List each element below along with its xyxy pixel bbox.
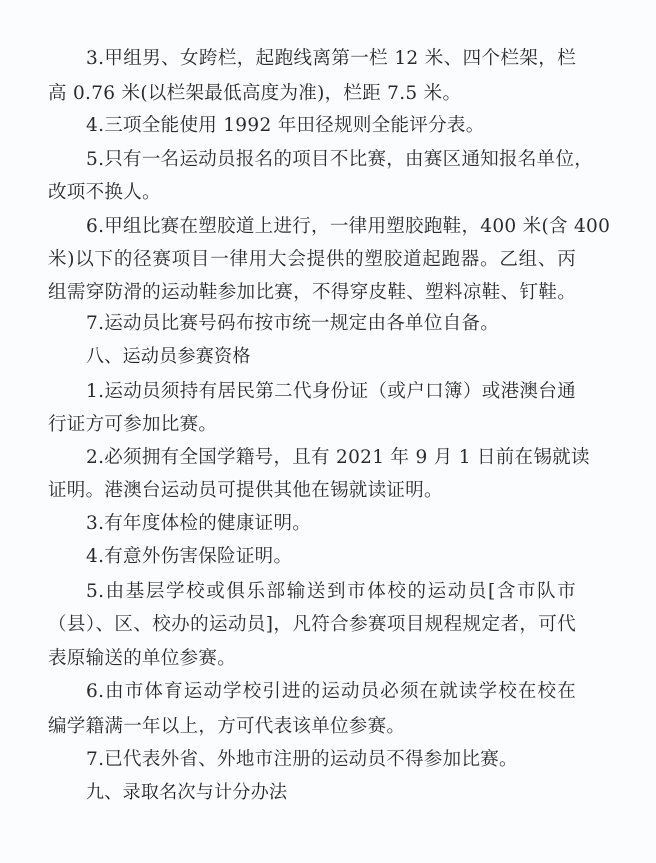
- paragraph-line: 组需穿防滑的运动鞋参加比赛，不得穿皮鞋、塑料凉鞋、钉鞋。: [48, 282, 576, 303]
- paragraph-line: 7.运动员比赛号码布按市统一规定由各单位自备。: [86, 313, 500, 334]
- paragraph-line: 7.已代表外省、外地市注册的运动员不得参加比赛。: [86, 749, 518, 770]
- paragraph-line: 高 0.76 米(以栏架最低高度为准)，栏距 7.5 米。: [48, 83, 462, 104]
- paragraph-line: 1.运动员须持有居民第二代身份证（或户口簿）或港澳台通: [86, 381, 576, 402]
- paragraph-line: 6.由市体育运动学校引进的运动员必须在就读学校在校在: [86, 681, 576, 702]
- section-heading: 九、录取名次与计分办法: [86, 782, 288, 803]
- paragraph-line: 3.有年度体检的健康证明。: [86, 513, 312, 534]
- paragraph-line: （县）、区、校办的运动员]，凡符合参赛项目规程规定者，可代: [48, 614, 576, 635]
- paragraph-line: 4.有意外伤害保险证明。: [86, 546, 293, 567]
- paragraph-line: 5.由基层学校或俱乐部输送到市体校的运动员[含市队市: [86, 581, 576, 602]
- paragraph-line: 米)以下的径赛项目一律用大会提供的塑胶道起跑器。乙组、丙: [48, 249, 576, 270]
- paragraph-line: 改项不换人。: [48, 182, 161, 203]
- paragraph-line: 表原输送的单位参赛。: [48, 648, 237, 669]
- paragraph-line: 证明。港澳台运动员可提供其他在锡就读证明。: [48, 480, 443, 501]
- paragraph-line: 4.三项全能使用 1992 年田径规则全能评分表。: [86, 115, 485, 136]
- paragraph-line: 6.甲组比赛在塑胶道上进行，一律用塑胶跑鞋，400 米(含 400: [86, 216, 611, 237]
- section-heading: 八、运动员参赛资格: [86, 346, 251, 367]
- paragraph-line: 3.甲组男、女跨栏，起跑线离第一栏 12 米、四个栏架，栏: [86, 48, 576, 69]
- paragraph-line: 编学籍满一年以上，方可代表该单位参赛。: [48, 716, 406, 737]
- paragraph-line: 2.必须拥有全国学籍号，且有 2021 年 9 月 1 日前在锡就读: [86, 447, 590, 468]
- paragraph-line: 5.只有一名运动员报名的项目不比赛，由赛区通知报名单位，: [86, 149, 594, 170]
- paragraph-line: 行证方可参加比赛。: [48, 414, 218, 435]
